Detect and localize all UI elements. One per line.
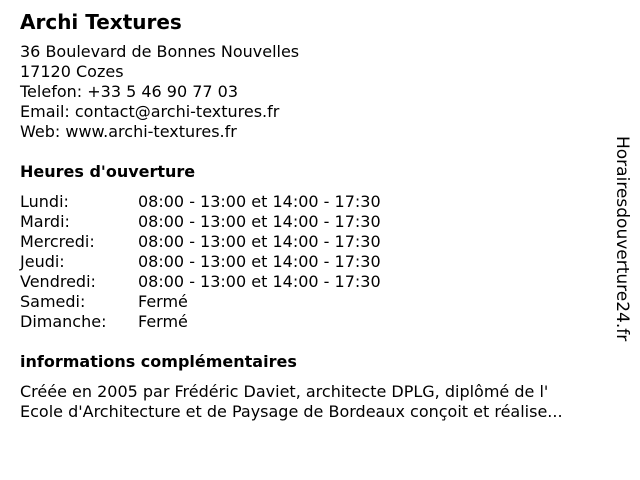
- hours-time-value: 08:00 - 13:00 et 14:00 - 17:30: [138, 232, 381, 251]
- hours-day-label: Mardi:: [20, 212, 70, 231]
- hours-time-value: 08:00 - 13:00 et 14:00 - 17:30: [138, 272, 381, 291]
- hours-day-label: Vendredi:: [20, 272, 96, 291]
- description-line-2: Ecole d'Architecture et de Paysage de Bordeaux conçoit et réalise...: [20, 402, 563, 421]
- hours-row-friday: [20, 272, 610, 292]
- website-address: Web: www.archi-textures.fr: [20, 122, 237, 141]
- hours-row-monday: [20, 192, 610, 212]
- site-watermark: Horairesdouverture24.fr: [612, 136, 632, 342]
- hours-row-sunday: [20, 312, 610, 332]
- hours-day-label: Samedi:: [20, 292, 86, 311]
- hours-row-saturday: [20, 292, 610, 312]
- business-description: [20, 382, 610, 422]
- hours-time-value: 08:00 - 13:00 et 14:00 - 17:30: [138, 252, 381, 271]
- hours-day-label: Mercredi:: [20, 232, 95, 251]
- hours-day-label: Jeudi:: [20, 252, 65, 271]
- hours-row-thursday: [20, 252, 610, 272]
- description-line-1: Créée en 2005 par Frédéric Daviet, architecte DPLG, diplômé de l': [20, 382, 549, 401]
- business-name: Archi Textures: [20, 10, 182, 34]
- address-street: 36 Boulevard de Bonnes Nouvelles: [20, 42, 300, 61]
- hours-time-value: 08:00 - 13:00 et 14:00 - 17:30: [138, 192, 381, 211]
- phone-number: Telefon: +33 5 46 90 77 03: [20, 82, 239, 101]
- additional-info-heading: informations complémentaires: [20, 352, 297, 371]
- hours-day-label: Dimanche:: [20, 312, 107, 331]
- hours-row-tuesday: [20, 212, 610, 232]
- business-card: [20, 10, 610, 422]
- opening-hours-table: [20, 192, 610, 332]
- hours-time-value: Fermé: [138, 312, 188, 331]
- email-address: Email: contact@archi-textures.fr: [20, 102, 280, 121]
- hours-row-wednesday: [20, 232, 610, 252]
- contact-block: [20, 42, 610, 142]
- hours-day-label: Lundi:: [20, 192, 69, 211]
- hours-time-value: 08:00 - 13:00 et 14:00 - 17:30: [138, 212, 381, 231]
- address-city: 17120 Cozes: [20, 62, 124, 81]
- opening-hours-heading: Heures d'ouverture: [20, 162, 196, 181]
- hours-time-value: Fermé: [138, 292, 188, 311]
